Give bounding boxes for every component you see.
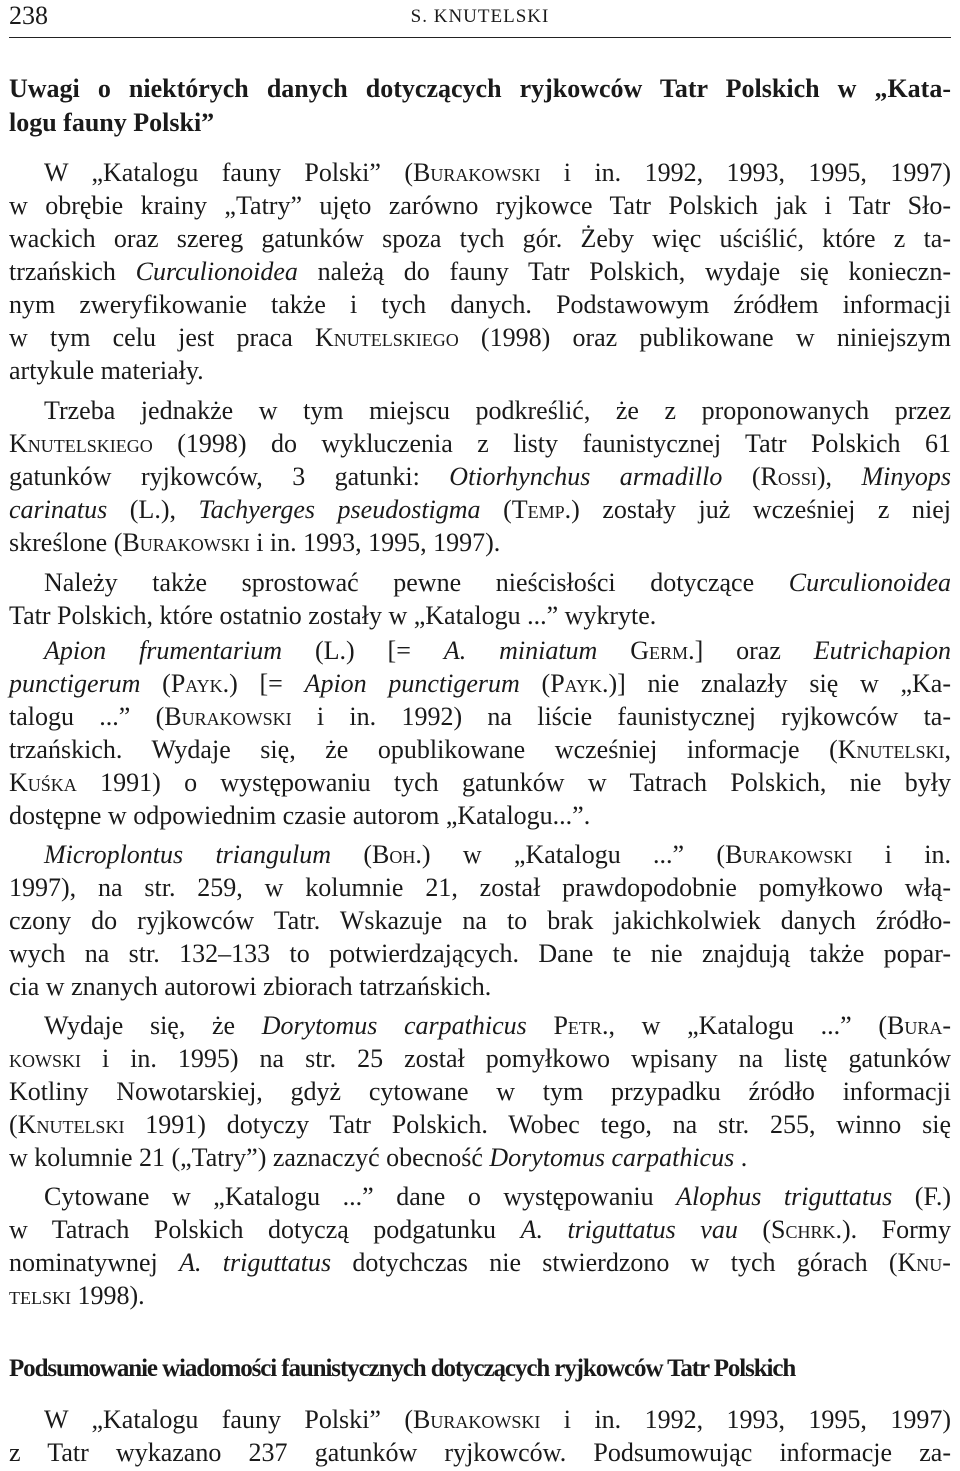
text-run: (	[480, 495, 512, 524]
author-name: Knutelskiego	[9, 429, 153, 458]
text-run: W „Katalogu fauny Polski” (	[44, 158, 414, 187]
page-number: 238	[9, 1, 48, 30]
text-line	[9, 1042, 951, 1075]
text-line	[9, 1436, 951, 1469]
taxon-name: A. miniatum	[443, 636, 598, 665]
text-run: W „Katalogu fauny Polski” (	[44, 1405, 414, 1434]
text-run: skreślone (	[9, 528, 123, 557]
taxon-name: Microplontus triangulum	[44, 840, 332, 869]
text-run: cia w znanych autorowi zbiorach tatrzańskich.	[9, 972, 492, 1001]
text-line	[9, 937, 951, 970]
text-run: (F.)	[892, 1182, 951, 1211]
text-run	[527, 1011, 554, 1040]
text-line	[44, 1180, 951, 1213]
author-name: Burakowski	[413, 1405, 541, 1434]
taxon-name: Curculionoidea	[788, 568, 951, 597]
heading-text: logu fauny Polski”	[9, 108, 215, 137]
text-run: Kotliny Nowotarskiej, gdyż cytowane w tym przypadku źródło informacji	[9, 1077, 951, 1106]
text-run: w kolumnie 21 („Tatry”) zaznaczyć obecność	[9, 1143, 490, 1172]
text-line	[9, 427, 951, 460]
author-name: Kuśka	[9, 768, 77, 797]
text-line	[9, 526, 951, 559]
text-run: (	[140, 669, 171, 698]
author-name: Burakowski	[725, 840, 853, 869]
author-name: Rossi	[760, 462, 817, 491]
taxon-name: Otiorhynchus armadillo	[449, 462, 723, 491]
header-rule	[9, 37, 951, 38]
text-run: Należy także sprostować pewne nieścisłości dotyczące	[44, 568, 789, 597]
text-run: i in. 1995) na str. 25 został pomyłkowo wpisany na listę gatunków	[81, 1044, 951, 1073]
taxon-name: A. triguttatus	[179, 1248, 332, 1277]
taxon-name: Apion frumentarium	[44, 636, 283, 665]
author-name: Knutelskiego	[314, 323, 459, 352]
text-run: wych na str. 132–133 to potwierdzających. Dane te nie znajdują także popar-	[9, 939, 951, 968]
text-line	[44, 1403, 951, 1436]
text-line	[9, 1075, 951, 1108]
text-run: Cytowane w „Katalogu ...” dane o występowaniu	[44, 1182, 677, 1211]
text-run: Wydaje się, że	[44, 1011, 262, 1040]
text-line	[9, 1246, 951, 1279]
text-run: Tatr Polskich, które ostatnio zostały w „Katalogu ...” wykryte.	[9, 601, 657, 630]
text-run: czony do ryjkowców Tatr. Wskazuje na to brak jakichkolwiek danych źródło-	[9, 906, 951, 935]
text-line	[44, 634, 951, 667]
text-run: i in.	[852, 840, 951, 869]
text-run: Trzeba jednakże w tym miejscu podkreślić, że z proponowanych przez	[44, 396, 951, 425]
text-line	[9, 733, 951, 766]
text-line	[9, 493, 951, 526]
section-title-line	[9, 72, 951, 105]
heading-text: Podsumowanie wiadomości faunistycznych dotyczących ryjkowców Tatr Polskich	[9, 1355, 796, 1382]
text-line	[9, 1279, 951, 1312]
text-line	[9, 354, 951, 387]
text-line	[9, 1108, 951, 1141]
taxon-name: Dorytomus carpathicus	[489, 1143, 735, 1172]
author-name: Boh	[372, 840, 416, 869]
heading-text: Uwagi o niektórych danych dotyczących ryjkowców Tatr Polskich w „Kata-	[9, 74, 951, 103]
taxon-name: carinatus	[9, 495, 108, 524]
author-name: kowski	[9, 1044, 81, 1073]
text-run	[597, 636, 630, 665]
text-run: w tym celu jest praca	[9, 323, 315, 352]
text-line	[44, 394, 951, 427]
text-run: .). Formy	[835, 1215, 951, 1244]
text-run: w Tatrach Polskich dotyczą podgatunku	[9, 1215, 521, 1244]
text-run: (L.) [=	[282, 636, 444, 665]
taxon-name: Alophus triguttatus	[676, 1182, 893, 1211]
text-run: wackich oraz szereg gatunków spoza tych gór. Żeby więc uściślić, które z ta-	[9, 224, 951, 253]
text-run: .) [=	[222, 669, 305, 698]
text-run: talogu ...” (	[9, 702, 165, 731]
text-line	[9, 599, 951, 632]
author-name: Burakowski	[122, 528, 250, 557]
text-run: .) zostały już wcześniej z niej	[564, 495, 951, 524]
text-run: .)] nie znalazły się w „Ka-	[602, 669, 951, 698]
text-line	[44, 566, 951, 599]
text-line	[9, 189, 951, 222]
author-name: Burakowski	[164, 702, 292, 731]
taxon-name: Tachyerges pseudostigma	[198, 495, 481, 524]
text-line	[9, 255, 951, 288]
text-run: 1997), na str. 259, w kolumnie 21, został prawdopodobnie pomyłkowo włą-	[9, 873, 951, 902]
text-run: 1998).	[71, 1281, 145, 1310]
text-line	[44, 156, 951, 189]
text-run: .	[734, 1143, 748, 1172]
author-name: Knutelski	[17, 1110, 125, 1139]
text-run: ),	[816, 462, 862, 491]
page-header	[9, 0, 951, 40]
author-name: Schrk	[771, 1215, 836, 1244]
author-name: telski	[9, 1281, 71, 1310]
text-run: (	[331, 840, 372, 869]
text-run: i in. 1992, 1993, 1995, 1997)	[540, 158, 952, 187]
text-line	[9, 700, 951, 733]
section-title-line	[9, 106, 951, 139]
taxon-name: Apion punctigerum	[304, 669, 520, 698]
text-line	[9, 460, 951, 493]
text-line	[9, 222, 951, 255]
taxon-name: Eutrichapion	[813, 636, 952, 665]
text-run: trzańskich. Wydaje się, że opublikowane wcześniej informacje (	[9, 735, 838, 764]
section-title-line	[9, 1352, 951, 1385]
author-name: Germ	[630, 636, 689, 665]
author-name: Burakowski	[413, 158, 541, 187]
author-name: Payk	[170, 669, 223, 698]
text-line	[9, 321, 951, 354]
text-line	[9, 667, 951, 700]
text-line	[9, 904, 951, 937]
text-line	[9, 1141, 951, 1174]
taxon-name: Dorytomus carpathicus	[261, 1011, 527, 1040]
taxon-name: Minyops	[861, 462, 951, 491]
running-title: S. KNUTELSKI	[410, 6, 550, 27]
text-run: i in. 1992, 1993, 1995, 1997)	[540, 1405, 952, 1434]
text-line	[44, 838, 951, 871]
text-run: (	[737, 1215, 772, 1244]
author-name: Knu-	[897, 1248, 951, 1277]
text-run: należą do fauny Tatr Polskich, wydaje się konieczn-	[297, 257, 952, 286]
text-run: nym zweryfikowanie także i tych danych. Podstawowym źródłem informacji	[9, 290, 951, 319]
author-name: Temp	[511, 495, 565, 524]
text-line	[44, 1009, 951, 1042]
text-run: nominatywnej	[9, 1248, 180, 1277]
text-line	[9, 970, 951, 1003]
text-run: i in. 1992) na liście faunistycznej ryjkowców ta-	[291, 702, 951, 731]
taxon-name: Curculionoidea	[135, 257, 298, 286]
text-line	[9, 799, 951, 832]
text-run: 1991) dotyczy Tatr Polskich. Wobec tego, na str. 255, winno się	[124, 1110, 951, 1139]
author-name: Payk	[550, 669, 603, 698]
text-run: z Tatr wykazano 237 gatunków ryjkowców. Podsumowując informacje za-	[9, 1438, 951, 1467]
text-run: trzańskich	[9, 257, 136, 286]
text-line	[9, 1213, 951, 1246]
author-name: Petr	[553, 1011, 602, 1040]
text-run: .) w „Katalogu ...” (	[415, 840, 726, 869]
text-run: (	[9, 1110, 18, 1139]
text-run: (1998) oraz publikowane w niniejszym	[458, 323, 951, 352]
text-run: w obrębie krainy „Tatry” ujęto zarówno ryjkowce Tatr Polskich jak i Tatr Sło-	[9, 191, 951, 220]
author-name: Bura-	[886, 1011, 951, 1040]
text-run: (1998) do wykluczenia z listy faunistycznej Tatr Polskich 61	[152, 429, 951, 458]
text-run: i in. 1993, 1995, 1997).	[249, 528, 501, 557]
text-run: .] oraz	[688, 636, 814, 665]
taxon-name: punctigerum	[9, 669, 141, 698]
taxon-name: A. triguttatus vau	[520, 1215, 738, 1244]
text-line	[9, 288, 951, 321]
text-run: ., w „Katalogu ...” (	[601, 1011, 887, 1040]
text-line	[9, 766, 951, 799]
text-run: dostępne w odpowiednim czasie autorom „Katalogu...”.	[9, 801, 591, 830]
text-run: gatunków ryjkowców, 3 gatunki:	[9, 462, 450, 491]
text-run: 1991) o występowaniu tych gatunków w Tatrach Polskich, nie były	[76, 768, 951, 797]
text-line	[9, 871, 951, 904]
text-run: artykule materiały.	[9, 356, 204, 385]
text-run: ,	[944, 735, 951, 764]
text-run: dotychczas nie stwierdzono w tych górach (	[331, 1248, 898, 1277]
author-name: Knutelski	[837, 735, 945, 764]
text-run: (	[519, 669, 551, 698]
text-run: (L.),	[107, 495, 199, 524]
text-run: (	[722, 462, 761, 491]
